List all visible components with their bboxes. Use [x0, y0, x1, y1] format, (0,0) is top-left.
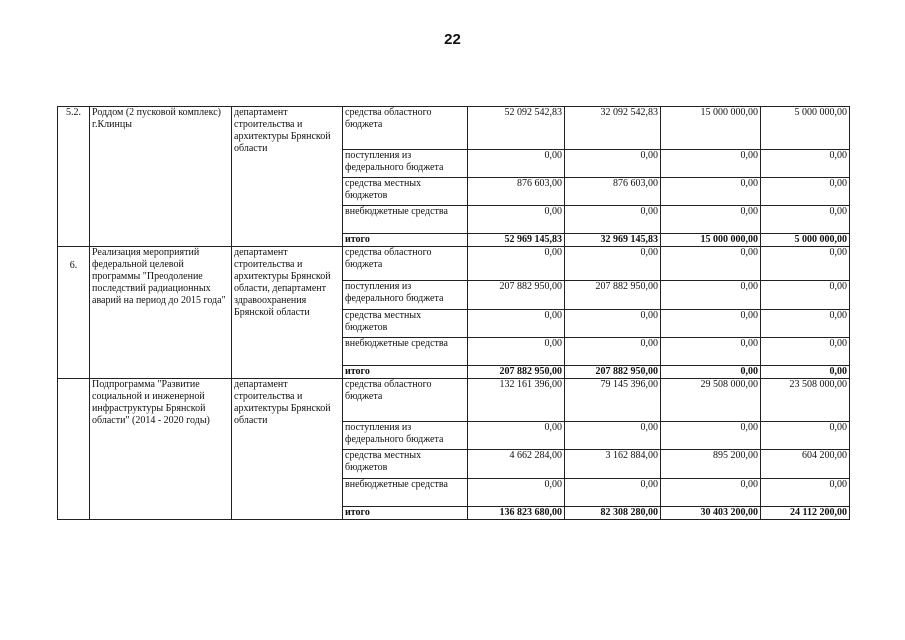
amount-cell: 0,00: [761, 422, 850, 450]
total-label: итого: [343, 234, 468, 247]
item-number: [58, 379, 90, 520]
total-amount: 5 000 000,00: [761, 234, 850, 247]
amount-cell: 0,00: [661, 422, 761, 450]
amount-cell: 132 161 396,00: [468, 379, 565, 422]
funding-source: средства местных бюджетов: [343, 450, 468, 479]
amount-cell: 0,00: [468, 310, 565, 338]
amount-cell: 604 200,00: [761, 450, 850, 479]
total-amount: 0,00: [661, 366, 761, 379]
total-amount: 24 112 200,00: [761, 507, 850, 520]
total-amount: 207 882 950,00: [468, 366, 565, 379]
funding-source: поступления из федерального бюджета: [343, 150, 468, 178]
total-amount: 52 969 145,83: [468, 234, 565, 247]
amount-cell: 0,00: [468, 479, 565, 507]
amount-cell: 0,00: [761, 310, 850, 338]
amount-cell: 0,00: [761, 150, 850, 178]
department: департамент строительства и архитектуры Брянской области: [232, 379, 343, 520]
amount-cell: 52 092 542,83: [468, 107, 565, 150]
amount-cell: 0,00: [661, 281, 761, 310]
department: департамент строительства и архитектуры Брянской области, департамент здравоохранения Брянской области: [232, 247, 343, 379]
amount-cell: 0,00: [468, 206, 565, 234]
amount-cell: 0,00: [468, 247, 565, 281]
amount-cell: 0,00: [761, 281, 850, 310]
amount-cell: 0,00: [565, 247, 661, 281]
amount-cell: 0,00: [661, 247, 761, 281]
budget-table: [57, 106, 850, 520]
funding-source: средства областного бюджета: [343, 379, 468, 422]
amount-cell: 207 882 950,00: [468, 281, 565, 310]
total-amount: 136 823 680,00: [468, 507, 565, 520]
amount-cell: 29 508 000,00: [661, 379, 761, 422]
program-name: Роддом (2 пусковой комплекс) г.Клинцы: [90, 107, 232, 247]
funding-source: средства областного бюджета: [343, 247, 468, 281]
amount-cell: 0,00: [661, 150, 761, 178]
item-number: 6.: [58, 247, 90, 379]
amount-cell: 0,00: [761, 247, 850, 281]
total-amount: 82 308 280,00: [565, 507, 661, 520]
amount-cell: 0,00: [565, 150, 661, 178]
table-row: [58, 379, 850, 422]
amount-cell: 0,00: [661, 178, 761, 206]
funding-source: поступления из федерального бюджета: [343, 281, 468, 310]
funding-source: внебюджетные средства: [343, 479, 468, 507]
total-label: итого: [343, 366, 468, 379]
funding-source: средства местных бюджетов: [343, 178, 468, 206]
amount-cell: 0,00: [661, 479, 761, 507]
amount-cell: 79 145 396,00: [565, 379, 661, 422]
amount-cell: 0,00: [761, 178, 850, 206]
funding-source: внебюджетные средства: [343, 206, 468, 234]
amount-cell: 23 508 000,00: [761, 379, 850, 422]
total-amount: 207 882 950,00: [565, 366, 661, 379]
department: департамент строительства и архитектуры Брянской области: [232, 107, 343, 247]
amount-cell: 0,00: [565, 310, 661, 338]
amount-cell: 876 603,00: [468, 178, 565, 206]
amount-cell: 4 662 284,00: [468, 450, 565, 479]
program-name: Реализация мероприятий федеральной целевой программы "Преодоление последствий радиационных аварий на период до 2015 года": [90, 247, 232, 379]
amount-cell: 895 200,00: [661, 450, 761, 479]
funding-source: средства местных бюджетов: [343, 310, 468, 338]
table-row: [58, 247, 850, 281]
total-label: итого: [343, 507, 468, 520]
amount-cell: 3 162 884,00: [565, 450, 661, 479]
amount-cell: 0,00: [661, 310, 761, 338]
total-amount: 0,00: [761, 366, 850, 379]
amount-cell: 0,00: [468, 338, 565, 366]
amount-cell: 0,00: [468, 422, 565, 450]
amount-cell: 0,00: [565, 422, 661, 450]
amount-cell: 0,00: [565, 206, 661, 234]
funding-source: внебюджетные средства: [343, 338, 468, 366]
item-number: 5.2.: [58, 107, 90, 247]
amount-cell: 207 882 950,00: [565, 281, 661, 310]
amount-cell: 0,00: [661, 338, 761, 366]
amount-cell: 0,00: [761, 479, 850, 507]
amount-cell: 15 000 000,00: [661, 107, 761, 150]
amount-cell: 5 000 000,00: [761, 107, 850, 150]
amount-cell: 0,00: [661, 206, 761, 234]
page-number: 22: [444, 31, 461, 48]
program-name: Подпрограмма "Развитие социальной и инженерной инфраструктуры Брянской области" (2014 - 2020 годы): [90, 379, 232, 520]
total-amount: 32 969 145,83: [565, 234, 661, 247]
amount-cell: 0,00: [565, 479, 661, 507]
funding-source: средства областного бюджета: [343, 107, 468, 150]
amount-cell: 876 603,00: [565, 178, 661, 206]
total-amount: 30 403 200,00: [661, 507, 761, 520]
amount-cell: 0,00: [468, 150, 565, 178]
amount-cell: 0,00: [761, 206, 850, 234]
amount-cell: 0,00: [761, 338, 850, 366]
amount-cell: 0,00: [565, 338, 661, 366]
table-row: [58, 107, 850, 150]
amount-cell: 32 092 542,83: [565, 107, 661, 150]
total-amount: 15 000 000,00: [661, 234, 761, 247]
funding-source: поступления из федерального бюджета: [343, 422, 468, 450]
